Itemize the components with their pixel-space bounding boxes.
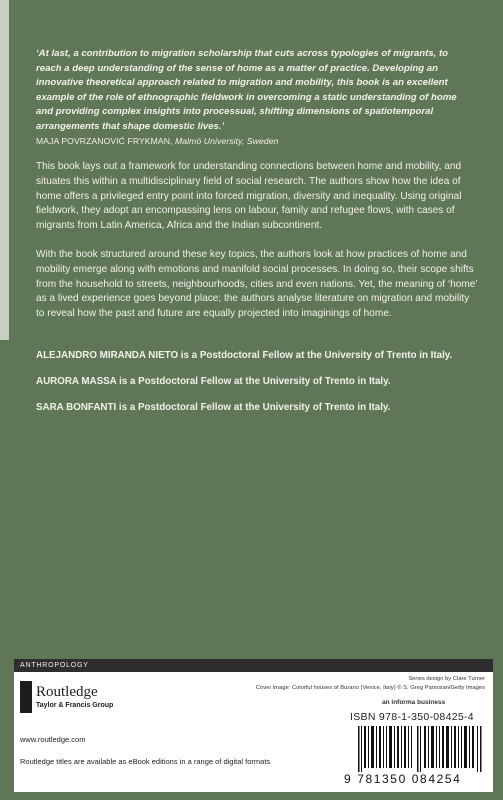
publisher-website[interactable]: www.routledge.com [20,735,86,744]
publisher-name: Routledge [36,684,98,700]
barcode-icon [356,726,484,772]
publisher-panel [14,659,493,792]
author-bio-1: ALEJANDRO MIRANDA NIETO is a Postdoctoral Fellow at the University of Trento in Italy. [36,350,453,361]
category-label: ANTHROPOLOGY [20,662,89,669]
quote-affiliation: Malmö University, Sweden [175,136,279,146]
routledge-logo [20,681,140,721]
description-paragraph-2: With the book structured around these key topics, the authors look at how practices of home and mobility emerge along with emotions and manifold social processes. In doing so, their scope shifts from the household to streets, neighbourhoods, cities and even nations. Yet, the meaning of ‘home’ as a lived experience goes beyond place; the authors analyse literature on migration and mobility to reveal how the past and future are equally projected into imaginings of home. [36,249,478,320]
quote-attribution [36,135,476,147]
description-paragraph-1: This book lays out a framework for understanding connections between home and mobility, and situates this within a multidisciplinary field of social research. The authors show how the idea of home offers a privileged entry point into forced migration, diversity and inequality. Using original fieldwork, they adopt an encompassing lens on labour, family and refugee flows, with cases of migrants from Latin America, Africa and the Indian subcontinent. [36,161,462,232]
informa-tagline: an informa business [382,699,446,706]
category-bar [14,659,493,672]
publisher-group: Taylor & Francis Group [36,702,114,709]
isbn-number: ISBN 978-1-350-08425-4 [350,711,474,723]
author-bio-3: SARA BONFANTI is a Postdoctoral Fellow at the University of Trento in Italy. [36,402,391,413]
quote-author: MAJA POVRZANOVIĆ FRYKMAN, [36,136,173,146]
series-design-credit: Series design by Clare Turner [408,676,485,682]
author-bio-2: AURORA MASSA is a Postdoctoral Fellow at the University of Trento in Italy. [36,376,391,387]
cover-image-credit: Cover image: Colorful houses of Burano (Venice, Italy) © S. Greg Panosian/Getty Images [255,685,485,691]
spine-strip [0,0,9,340]
barcode-digits: 9 781350 084254 [344,772,462,786]
ebook-note: Routledge titles are available as eBook editions in a range of digital formats [20,757,271,766]
endorsement-quote: ‘At last, a contribution to migration scholarship that cuts across typologies of migrants, to reach a deep understanding of the sense of home as a matter of practice. Developing an innovative theoretical approach related to migration and mobility, this book is an excellent example of the role of ethnographic fieldwork in overcoming a static understanding of home and providing complex insights into processual, shifting dimensions of spatiotemporal arrangements that shape domestic lives.’ [36,48,457,132]
routledge-mark-icon [20,681,32,713]
